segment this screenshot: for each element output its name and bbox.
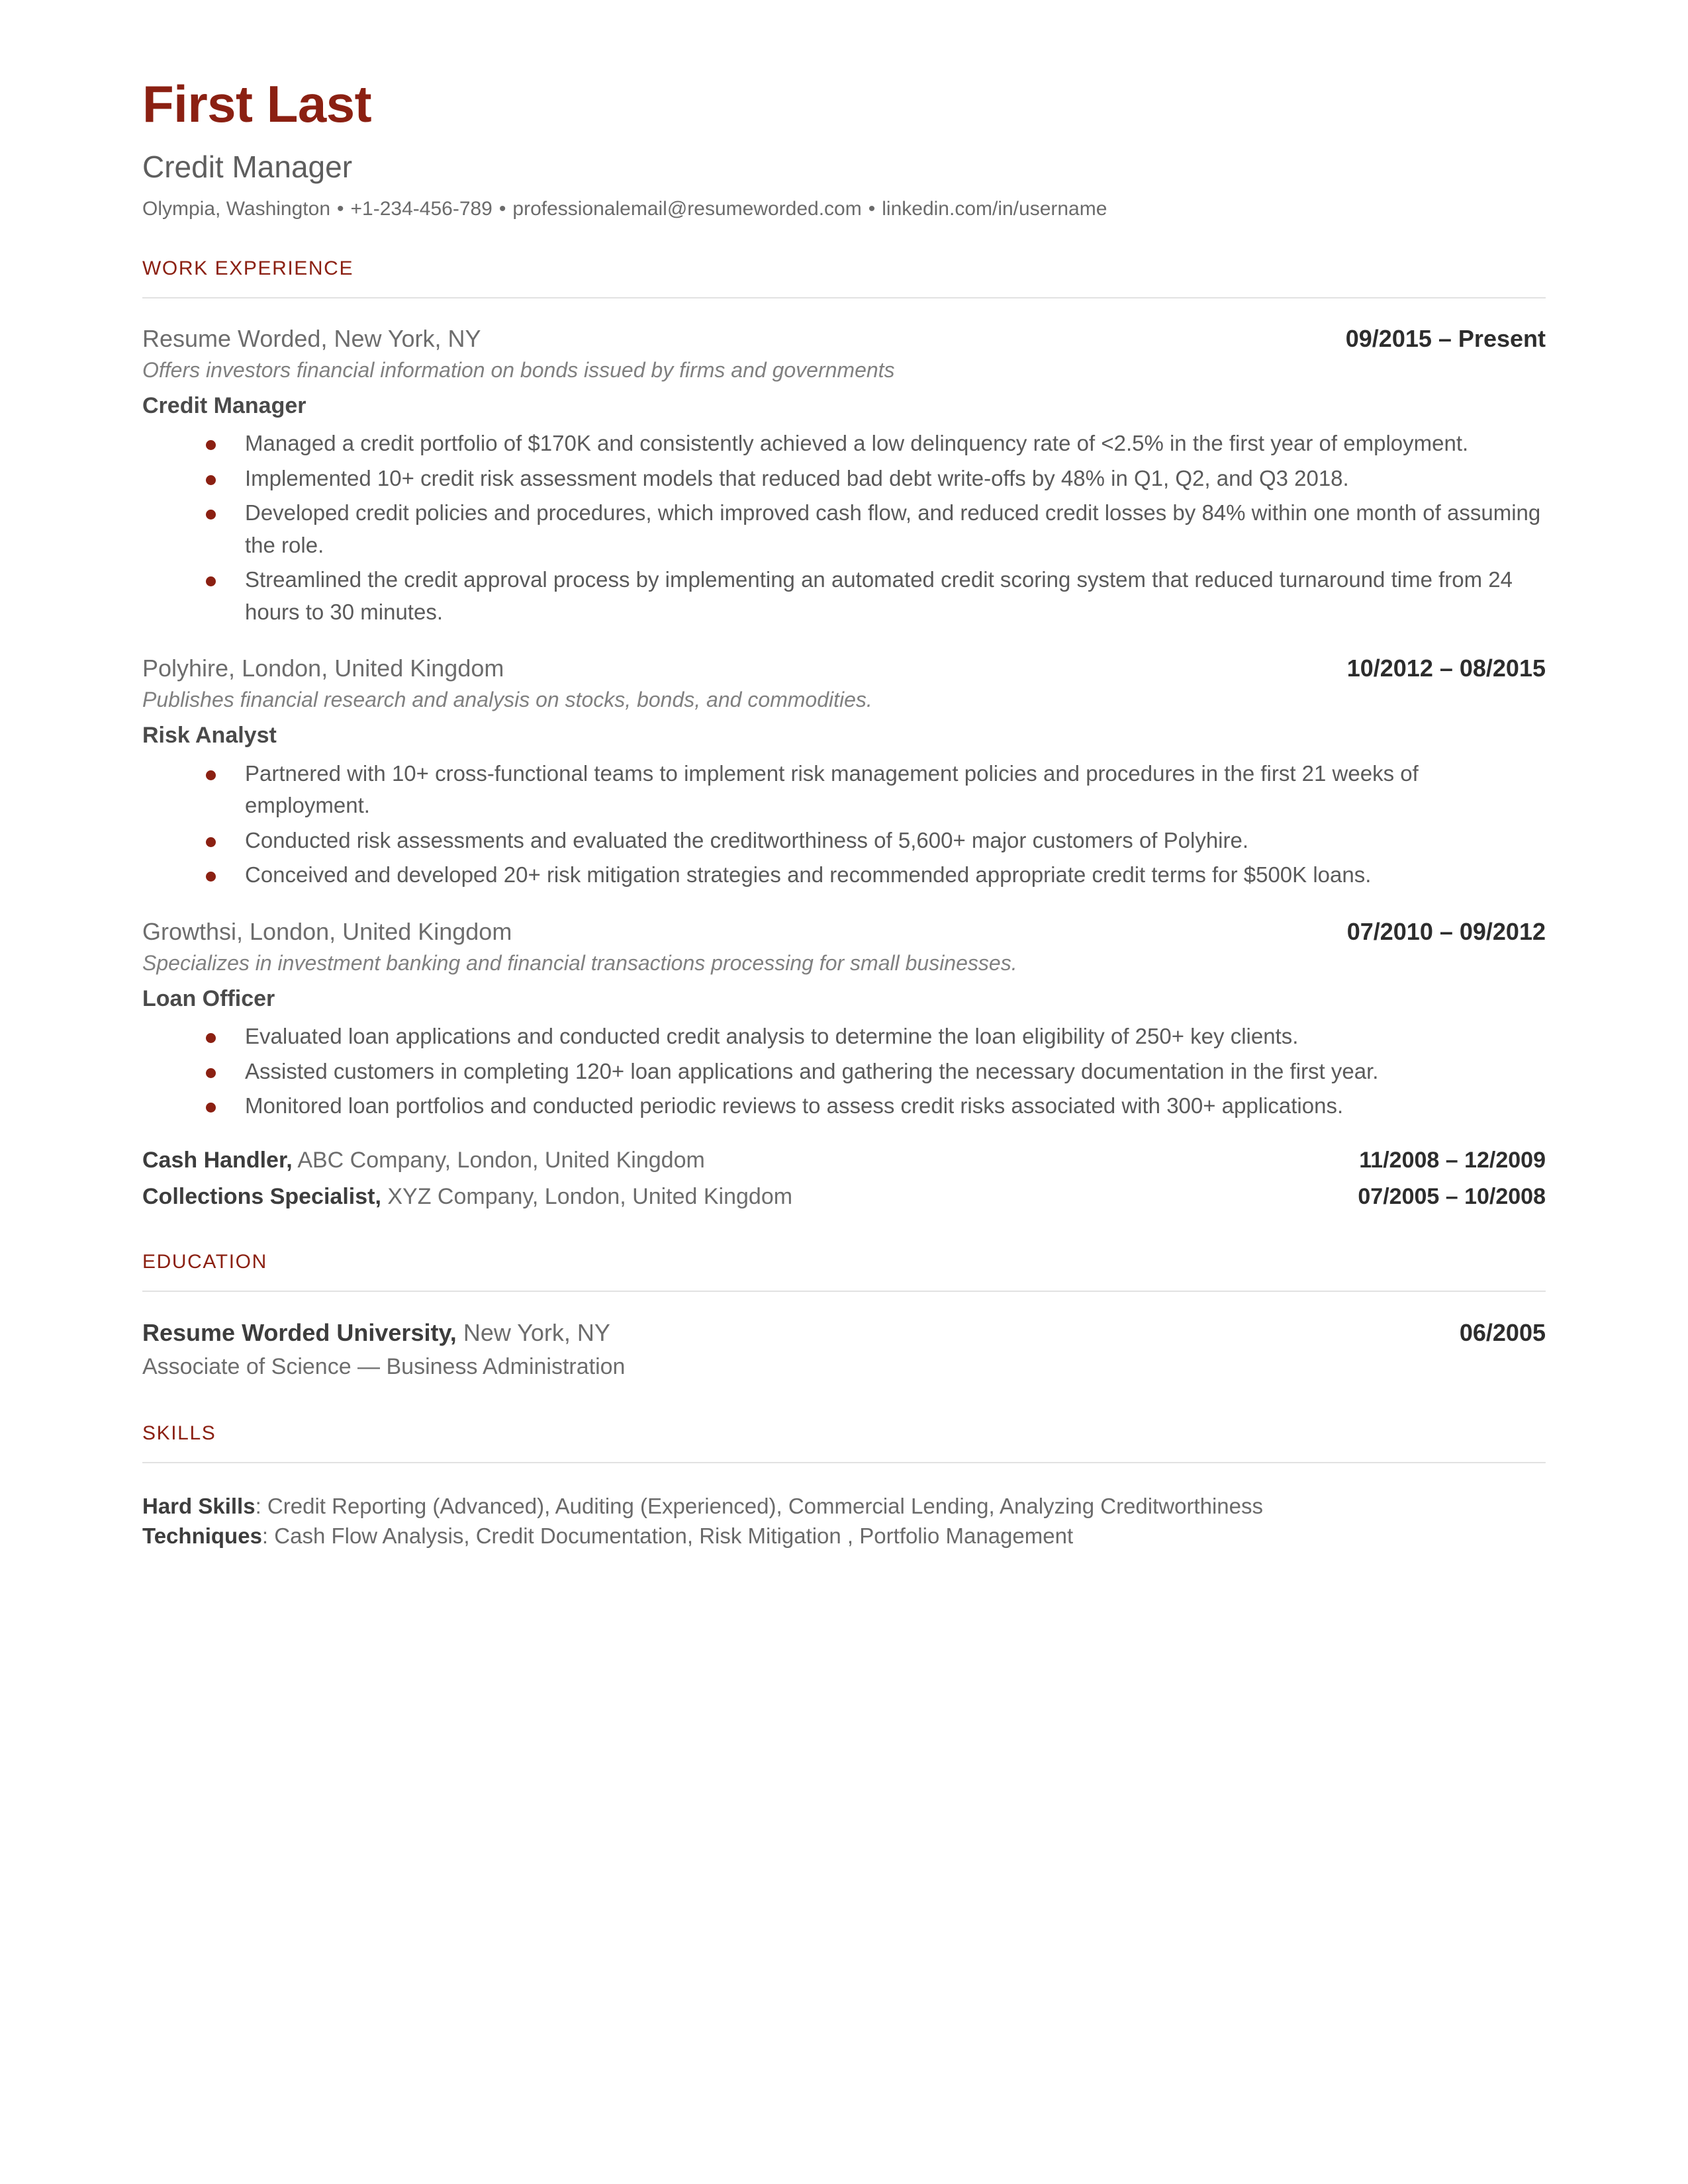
education-date: 06/2005: [1459, 1318, 1546, 1346]
job-entry: [142, 326, 1546, 628]
contact-line: [142, 199, 1546, 219]
job-bullet: Streamlined the credit approval process by implementing an automated credit scoring system that reduced turnaround time from 24 hours to 30 minutes.: [142, 564, 1546, 628]
job-bullet: Monitored loan portfolios and conducted periodic reviews to assess credit risks associated with 300+ applications.: [142, 1090, 1546, 1122]
contact-separator-icon: •: [498, 198, 506, 220]
job-bullet-list: [142, 758, 1546, 891]
job-entry: [142, 919, 1546, 1122]
skills-list: [142, 1491, 1546, 1551]
job-dates: 07/2010 – 09/2012: [1346, 917, 1546, 945]
short-role-text: [142, 1148, 705, 1173]
section-skills: [142, 1424, 1546, 1551]
contact-linkedin[interactable]: linkedin.com/in/username: [882, 198, 1107, 220]
job-title: Loan Officer: [142, 985, 275, 1011]
section-title-work: WORK EXPERIENCE: [142, 257, 354, 279]
job-dates: 10/2012 – 08/2015: [1346, 655, 1546, 682]
job-company: Polyhire, London, United Kingdom: [142, 655, 504, 682]
job-bullet: Evaluated loan applications and conducted credit analysis to determine the loan eligibility of 250+ key clients.: [142, 1021, 1546, 1053]
education-school-line: [142, 1320, 610, 1346]
contact-location: Olympia, Washington: [142, 198, 331, 220]
job-header: [142, 326, 1546, 351]
section-education: [142, 1252, 1546, 1380]
skill-values: : Credit Reporting (Advanced), Auditing (Experienced), Commercial Lending, Analyzing Creditworthiness: [255, 1493, 1263, 1518]
job-company: Resume Worded, New York, NY: [142, 325, 481, 352]
contact-separator-icon: •: [337, 198, 344, 220]
short-role-company: ABC Company, London, United Kingdom: [292, 1147, 705, 1173]
short-role-title: Collections Specialist,: [142, 1183, 381, 1209]
skill-values: : Cash Flow Analysis, Credit Documentation, Risk Mitigation , Portfolio Management: [261, 1524, 1074, 1549]
job-bullet: Conducted risk assessments and evaluated the creditworthiness of 5,600+ major customers of Polyhire.: [142, 825, 1546, 857]
short-roles-list: [142, 1148, 1546, 1210]
education-entry: [142, 1320, 1546, 1380]
job-bullet: Implemented 10+ credit risk assessment models that reduced bad debt write-offs by 48% in Q1, Q2, and Q3 2018.: [142, 463, 1546, 495]
education-location: New York, NY: [456, 1318, 610, 1346]
contact-email[interactable]: professionalemail@resumeworded.com: [512, 198, 862, 220]
skill-line: [142, 1491, 1546, 1522]
education-header: [142, 1320, 1546, 1346]
job-blurb: Offers investors financial information on bonds issued by firms and governments: [142, 357, 895, 382]
education-degree: Associate of Science — Business Administration: [142, 1354, 626, 1380]
job-bullet: Developed credit policies and procedures, which improved cash flow, and reduced credit losses by 84% within one month of assuming the role.: [142, 497, 1546, 561]
short-role-dates: 11/2008 – 12/2009: [1359, 1147, 1546, 1173]
section-work-experience: [142, 259, 1546, 1210]
job-blurb: Specializes in investment banking and financial transactions processing for small businesses.: [142, 950, 1017, 975]
job-title: Credit Manager: [142, 392, 306, 418]
job-company: Growthsi, London, United Kingdom: [142, 917, 512, 945]
short-role-text: [142, 1184, 792, 1210]
candidate-name: First Last: [142, 75, 372, 133]
job-bullet-list: [142, 1021, 1546, 1122]
job-bullet: Assisted customers in completing 120+ loan applications and gathering the necessary documentation in the first year.: [142, 1056, 1546, 1088]
short-role-title: Cash Handler,: [142, 1147, 293, 1173]
resume-header: [142, 0, 1546, 219]
job-bullet: Conceived and developed 20+ risk mitigation strategies and recommended appropriate credit terms for $500K loans.: [142, 859, 1546, 891]
education-school: Resume Worded University,: [142, 1318, 457, 1346]
job-header: [142, 919, 1546, 944]
job-title: Risk Analyst: [142, 723, 277, 749]
skill-label: Techniques: [142, 1524, 262, 1549]
section-title-education: EDUCATION: [142, 1250, 267, 1273]
short-role-entry: [142, 1184, 1546, 1210]
section-title-skills: SKILLS: [142, 1422, 216, 1444]
section-divider: [142, 1291, 1546, 1292]
section-divider: [142, 1462, 1546, 1463]
job-dates: 09/2015 – Present: [1345, 325, 1546, 352]
job-header: [142, 656, 1546, 681]
job-bullet-list: [142, 428, 1546, 628]
short-role-dates: 07/2005 – 10/2008: [1358, 1183, 1546, 1209]
candidate-role: Credit Manager: [142, 150, 353, 184]
job-entry: [142, 656, 1546, 891]
job-bullet: Partnered with 10+ cross-functional teams to implement risk management policies and procedures in the first 21 weeks of employment.: [142, 758, 1546, 822]
section-divider: [142, 297, 1546, 298]
short-role-company: XYZ Company, London, United Kingdom: [381, 1183, 793, 1209]
short-role-entry: [142, 1148, 1546, 1173]
job-blurb: Publishes financial research and analysis on stocks, bonds, and commodities.: [142, 688, 872, 712]
contact-phone: +1-234-456-789: [350, 198, 492, 220]
skill-label: Hard Skills: [142, 1493, 256, 1518]
contact-separator-icon: •: [868, 198, 876, 220]
job-bullet: Managed a credit portfolio of $170K and consistently achieved a low delinquency rate of <2.5% in the first year of employment.: [142, 428, 1546, 460]
skill-line: [142, 1521, 1546, 1551]
